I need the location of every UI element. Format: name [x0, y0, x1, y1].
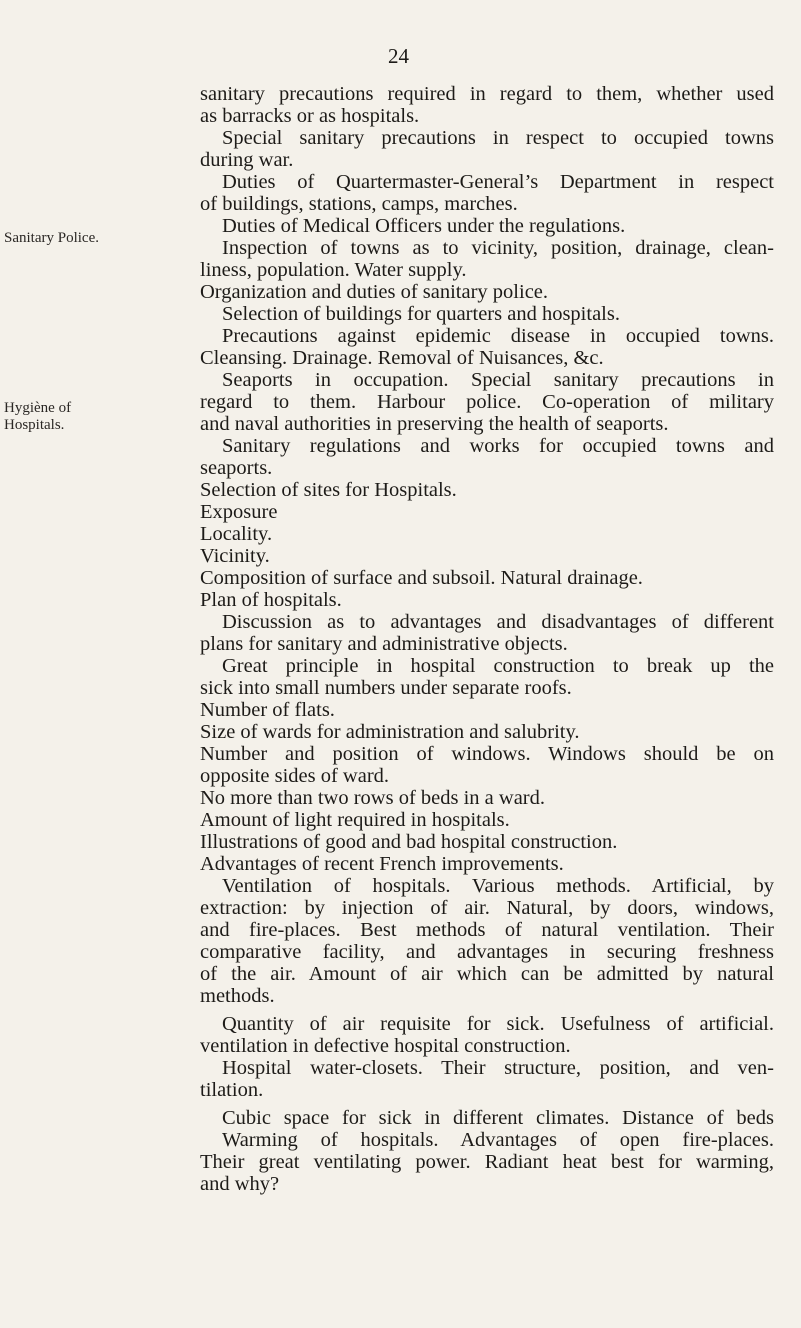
text-line: Discussion as to advantages and disadvantages of different [222, 611, 774, 633]
text-line: Composition of surface and subsoil. Natural drainage. [200, 567, 643, 589]
text-line: Organization and duties of sanitary police. [200, 281, 549, 303]
text-line: Selection of sites for Hospitals. [200, 479, 457, 501]
text-line: Great principle in hospital construction to break up the [222, 655, 774, 677]
margin-note-hygiene-line-2: Hospitals. [4, 417, 65, 433]
text-line: Seaports in occupation. Special sanitary precautions in [222, 369, 774, 391]
text-line: Duties of Quartermaster-General’s Department in respect [222, 171, 774, 193]
text-line: ventilation in defective hospital construction. [200, 1035, 571, 1057]
text-line: seaports. [200, 457, 273, 479]
text-line: Locality. [200, 523, 273, 545]
text-line: tilation. [200, 1079, 264, 1101]
text-line: Advantages of recent French improvements. [200, 853, 564, 875]
text-line: Their great ventilating power. Radiant heat best for warming, [200, 1151, 774, 1173]
text-line: Illustrations of good and bad hospital construction. [200, 831, 618, 853]
text-line: Warming of hospitals. Advantages of open fire-places. [222, 1129, 774, 1151]
text-line: plans for sanitary and administrative objects. [200, 633, 568, 655]
text-line: of buildings, stations, camps, marches. [200, 193, 518, 215]
text-line: Quantity of air requisite for sick. Usefulness of artificial. [222, 1013, 774, 1035]
text-line: Exposure [200, 501, 278, 523]
text-line: Plan of hospitals. [200, 589, 342, 611]
text-line: opposite sides of ward. [200, 765, 390, 787]
text-line: Amount of light required in hospitals. [200, 809, 510, 831]
margin-note-sanitary-police: Sanitary Police. [4, 230, 99, 246]
text-line: during war. [200, 149, 294, 171]
text-line: Vicinity. [200, 545, 270, 567]
text-line: extraction: by injection of air. Natural, by doors, windows, [200, 897, 774, 919]
text-line: Number of flats. [200, 699, 335, 721]
text-line: Hospital water-closets. Their structure, position, and ven- [222, 1057, 774, 1079]
text-line: Precautions against epidemic disease in occupied towns. [222, 325, 774, 347]
text-line: of the air. Amount of air which can be admitted by natural [200, 963, 774, 985]
text-line: Number and position of windows. Windows should be on [200, 743, 774, 765]
text-line: Selection of buildings for quarters and hospitals. [222, 303, 620, 325]
text-line: Cubic space for sick in different climates. Distance of beds [222, 1107, 774, 1129]
text-line: and naval authorities in preserving the health of seaports. [200, 413, 669, 435]
text-line: No more than two rows of beds in a ward. [200, 787, 546, 809]
text-line: Special sanitary precautions in respect to occupied towns [222, 127, 774, 149]
margin-note-hygiene-line-1: Hygiène of [4, 400, 72, 416]
text-line: Ventilation of hospitals. Various methods. Artificial, by [222, 875, 774, 897]
text-line: Size of wards for administration and salubrity. [200, 721, 580, 743]
text-line: Sanitary regulations and works for occupied towns and [222, 435, 774, 457]
text-line: liness, population. Water supply. [200, 259, 467, 281]
text-line: Cleansing. Drainage. Removal of Nuisances, &c. [200, 347, 604, 369]
text-line: methods. [200, 985, 275, 1007]
text-line: and fire-places. Best methods of natural ventilation. Their [200, 919, 774, 941]
text-line: Duties of Medical Officers under the regulations. [222, 215, 626, 237]
page-number: 24 [388, 44, 409, 68]
text-line: Inspection of towns as to vicinity, position, drainage, clean- [222, 237, 774, 259]
text-line: as barracks or as hospitals. [200, 105, 420, 127]
text-line: regard to them. Harbour police. Co-operation of military [200, 391, 774, 413]
text-line: sick into small numbers under separate roofs. [200, 677, 572, 699]
text-line: comparative facility, and advantages in securing freshness [200, 941, 774, 963]
text-line: and why? [200, 1173, 280, 1195]
text-line: sanitary precautions required in regard to them, whether used [200, 83, 774, 105]
